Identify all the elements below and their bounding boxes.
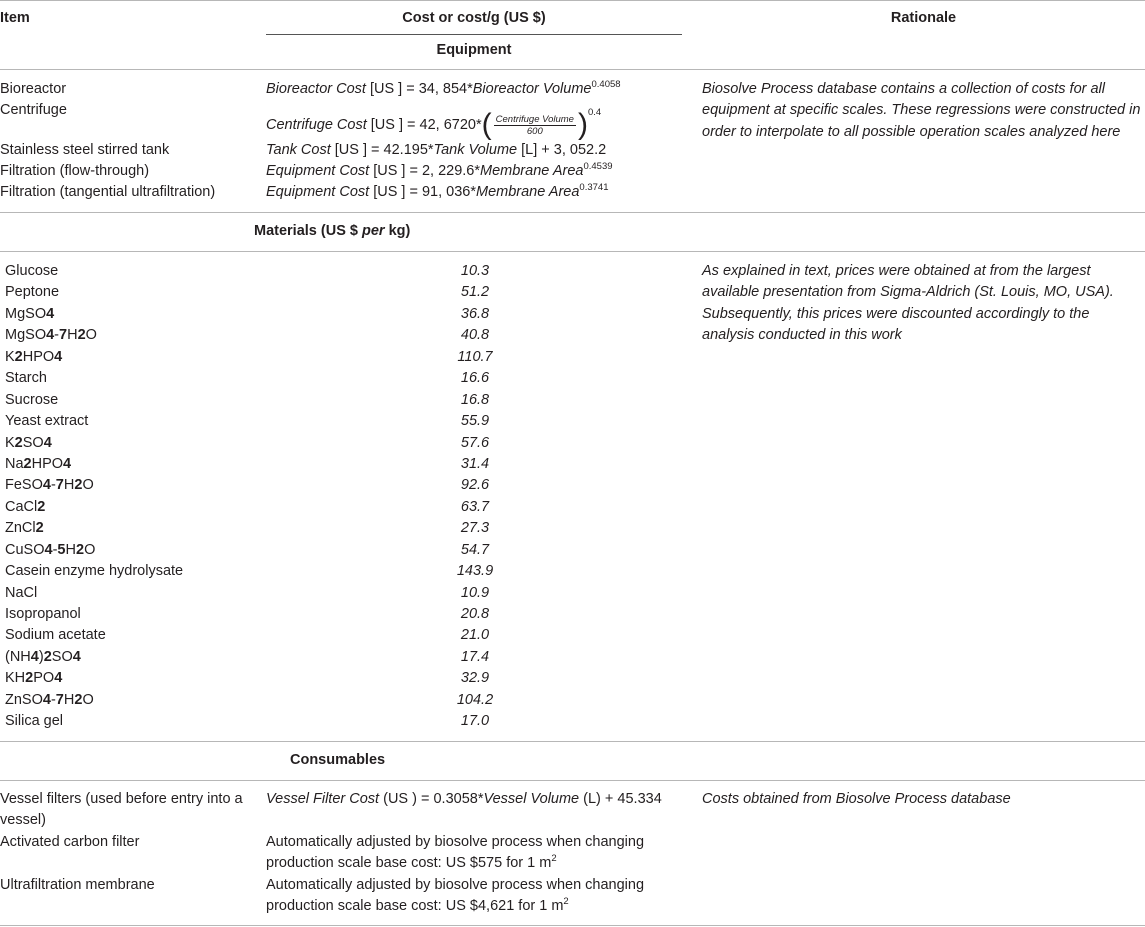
- equipment-rationale: Biosolve Process database contains a collection of costs for all equipment at specific scales. These regressions were constructed in order to interpolate to all possible operation scales analyzed here: [702, 81, 1141, 140]
- material-price: 92.6: [460, 477, 490, 494]
- formula-unit: [US ]: [334, 142, 368, 158]
- vessel-item-line: Vessel filters (used before entry into a: [0, 791, 243, 807]
- material-price: 110.7: [457, 348, 493, 365]
- fraction-numerator: Centrifuge Volume: [495, 113, 574, 125]
- vessel-item-line: vessel): [0, 812, 46, 829]
- right-paren: ): [577, 108, 588, 142]
- formula-lhs: Vessel Filter Cost: [266, 791, 380, 807]
- material-price: 143.9: [456, 563, 494, 580]
- membrane-cost-line-2: [266, 896, 644, 917]
- formula-mid: = 91, 036*: [405, 184, 476, 200]
- formula-var: Vessel Volume: [483, 791, 580, 807]
- equipment-item-filtration-flow: Filtration (flow-through): [0, 163, 150, 179]
- formula-var: Membrane Area: [475, 184, 580, 200]
- materials-rationale-line: Subsequently, this prices were discounted accordingly to the: [702, 305, 1090, 322]
- material-item: CuSO4-5H2O: [5, 541, 96, 558]
- material-item: Sucrose: [5, 391, 59, 408]
- column-header-cost: Cost or cost/g (US $): [402, 10, 546, 26]
- materials-rationale-line: available presentation from Sigma-Aldrich (St. Louis, MO, USA).: [702, 284, 1114, 301]
- consumable-cost-activated-carbon: [266, 832, 644, 875]
- materials-label-italic: per: [362, 223, 385, 239]
- material-price: 16.8: [460, 391, 490, 408]
- consumable-formula-vessel-filters: [266, 789, 662, 810]
- formula-subscript-digit: 5: [57, 541, 66, 558]
- material-price: 55.9: [460, 413, 490, 430]
- carbon-cost-line: Automatically adjusted by biosolve process when changing: [266, 834, 645, 850]
- fraction-denominator: 600: [526, 125, 543, 137]
- equipment-item-centrifuge: Centrifuge: [0, 102, 67, 118]
- membrane-cost-line: Automatically adjusted by biosolve process when changing: [266, 877, 645, 893]
- consumable-item-vessel-filters: [0, 789, 243, 832]
- formula-subscript-digit: 2: [14, 434, 23, 451]
- section-label-consumables: Consumables: [290, 752, 386, 768]
- material-price: 57.6: [460, 434, 490, 451]
- formula-unit: [US ]: [370, 117, 404, 133]
- formula-subscript-digit: 4: [43, 434, 52, 451]
- formula-subscript-digit: 4: [63, 455, 72, 472]
- formula-var-unit: (L): [583, 791, 601, 807]
- material-item: MgSO4-7H2O: [5, 327, 97, 344]
- formula-subscript-digit: 4: [44, 541, 53, 558]
- equipment-formula-tank: [266, 140, 606, 161]
- formula-subscript-digit: 7: [55, 477, 64, 494]
- table-bottom-rule: [0, 925, 1145, 926]
- rule-after-header: [0, 69, 1145, 70]
- formula-mid: = 0.3058*: [416, 791, 484, 807]
- equipment-item-bioreactor: Bioreactor: [0, 81, 67, 97]
- material-item: Sodium acetate: [5, 627, 106, 644]
- formula-subscript-digit: 4: [54, 670, 63, 687]
- material-item: Yeast extract: [5, 413, 89, 430]
- rule-after-materials: [0, 741, 1145, 742]
- formula-subscript-digit: 4: [42, 477, 51, 494]
- formula-subscript-digit: 2: [43, 648, 52, 665]
- material-item: MgSO4: [5, 305, 55, 322]
- column-header-item: Item: [0, 10, 30, 26]
- formula-tail: + 3, 052.2: [537, 142, 607, 158]
- material-item: FeSO4-7H2O: [5, 477, 94, 494]
- fraction: [494, 114, 576, 137]
- formula-lhs: Centrifuge Cost: [266, 117, 367, 133]
- formula-mid: = 2, 229.6*: [405, 163, 481, 179]
- formula-subscript-digit: 7: [59, 327, 68, 344]
- rule-after-materials-label: [0, 251, 1145, 252]
- materials-price-list: [430, 261, 520, 733]
- formula-lhs: Equipment Cost: [266, 184, 370, 200]
- area-exponent: 2: [563, 896, 569, 908]
- equipment-formula-centrifuge: [266, 107, 601, 143]
- formula-subscript-digit: 2: [77, 327, 86, 344]
- material-price: 17.0: [460, 713, 490, 730]
- material-item: Silica gel: [5, 713, 64, 730]
- material-price: 10.9: [460, 584, 490, 601]
- formula-unit: (US ): [383, 791, 417, 807]
- material-price: 40.8: [460, 327, 490, 344]
- materials-label-suffix: kg): [384, 223, 411, 239]
- formula-exponent: 0.4: [587, 107, 602, 118]
- formula-var: Membrane Area: [480, 163, 584, 179]
- formula-unit: [US ]: [369, 81, 403, 97]
- material-item: Casein enzyme hydrolysate: [5, 563, 184, 580]
- material-item: KH2PO4: [5, 670, 63, 687]
- formula-subscript-digit: 4: [46, 305, 55, 322]
- materials-rationale-line: analysis conducted in this work: [702, 327, 902, 344]
- formula-lhs: Tank Cost: [266, 142, 331, 158]
- material-price: 104.2: [456, 691, 494, 708]
- formula-mid: = 42.195*: [367, 142, 434, 158]
- material-item: NaCl: [5, 584, 38, 601]
- formula-exponent: 0.3741: [579, 182, 609, 193]
- consumable-rationale-vessel-filters: Costs obtained from Biosolve Process database: [702, 791, 1011, 807]
- table-top-rule: [0, 0, 1145, 1]
- equipment-formula-bioreactor: [266, 79, 621, 100]
- materials-rationale: [702, 261, 1114, 347]
- section-label-equipment: Equipment: [436, 42, 512, 58]
- material-item: (NH4)2SO4: [5, 648, 81, 665]
- material-item: ZnSO4-7H2O: [5, 691, 94, 708]
- material-price: 54.7: [460, 541, 490, 558]
- material-item: K2HPO4: [5, 348, 63, 365]
- material-price: 21.0: [460, 627, 490, 644]
- materials-item-list: [5, 261, 183, 733]
- formula-subscript-digit: 2: [14, 348, 23, 365]
- formula-exponent: 0.4058: [591, 79, 621, 90]
- material-item: ZnCl2: [5, 520, 44, 537]
- formula-var: Tank Volume: [433, 142, 518, 158]
- material-price: 27.3: [460, 520, 490, 537]
- formula-tail-unit: [L]: [521, 142, 538, 158]
- material-price: 16.6: [460, 370, 490, 387]
- membrane-cost-text: production scale base cost: US $4,621 for 1 m: [266, 898, 564, 915]
- equipment-formula-filtration-flow: [266, 161, 613, 182]
- consumable-item-activated-carbon: Activated carbon filter: [0, 834, 140, 850]
- formula-subscript-digit: 4: [46, 327, 55, 344]
- formula-var: Bioreactor Volume: [472, 81, 592, 97]
- material-item: K2SO4: [5, 434, 52, 451]
- section-label-materials: [254, 221, 410, 242]
- material-price: 32.9: [460, 670, 490, 687]
- formula-lhs: Equipment Cost: [266, 163, 370, 179]
- formula-subscript-digit: 2: [74, 477, 83, 494]
- material-item: Na2HPO4: [5, 455, 72, 472]
- formula-lhs: Bioreactor Cost: [266, 81, 366, 97]
- formula-subscript-digit: 4: [42, 691, 51, 708]
- material-item: Starch: [5, 370, 47, 387]
- formula-subscript-digit: 4: [54, 348, 63, 365]
- materials-rationale-line: As explained in text, prices were obtained at from the largest: [702, 263, 1091, 279]
- material-item: Glucose: [5, 263, 59, 279]
- rule-after-consumables-label: [0, 780, 1145, 781]
- equipment-formula-filtration-tangential: [266, 182, 608, 203]
- formula-subscript-digit: 4: [72, 648, 81, 665]
- formula-subscript-digit: 2: [75, 541, 85, 558]
- material-item: Isopropanol: [5, 606, 81, 622]
- formula-unit: [US ]: [373, 184, 406, 200]
- material-price: 36.8: [460, 305, 490, 322]
- material-item: Peptone: [5, 284, 60, 301]
- consumable-cost-ultrafiltration: [266, 875, 644, 918]
- material-price: 63.7: [460, 498, 490, 515]
- formula-tail: + 45.334: [600, 791, 662, 807]
- formula-subscript-digit: 4: [30, 648, 39, 665]
- formula-subscript-digit: 2: [25, 670, 34, 687]
- carbon-cost-text: production scale base cost: US $575 for 1 m: [266, 855, 552, 872]
- formula-exponent: 0.4539: [583, 161, 613, 172]
- header-underline: [266, 34, 682, 35]
- material-item: CaCl2: [5, 498, 46, 515]
- left-paren: (: [481, 108, 492, 142]
- formula-subscript-digit: 7: [55, 691, 64, 708]
- material-price: 20.8: [460, 606, 490, 622]
- carbon-cost-line-2: [266, 853, 644, 874]
- equipment-item-tank: Stainless steel stirred tank: [0, 142, 170, 158]
- material-price: 31.4: [460, 455, 490, 472]
- material-price: 17.4: [460, 648, 490, 665]
- materials-label-prefix: Materials (US $: [254, 223, 362, 239]
- formula-unit: [US ]: [373, 163, 406, 179]
- material-price: 51.2: [460, 284, 490, 301]
- formula-mid: = 34, 854*: [402, 81, 473, 97]
- rule-after-equipment: [0, 212, 1145, 213]
- formula-subscript-digit: 2: [37, 498, 46, 515]
- column-header-rationale: Rationale: [890, 10, 957, 26]
- formula-mid: = 42, 6720*: [403, 117, 482, 133]
- area-exponent: 2: [551, 853, 557, 865]
- formula-subscript-digit: 2: [23, 455, 32, 472]
- consumable-item-ultrafiltration: Ultrafiltration membrane: [0, 877, 155, 893]
- formula-subscript-digit: 2: [74, 691, 83, 708]
- equipment-item-filtration-tangential: Filtration (tangential ultrafiltration): [0, 184, 216, 200]
- material-price: 10.3: [460, 263, 490, 279]
- formula-subscript-digit: 2: [35, 520, 44, 537]
